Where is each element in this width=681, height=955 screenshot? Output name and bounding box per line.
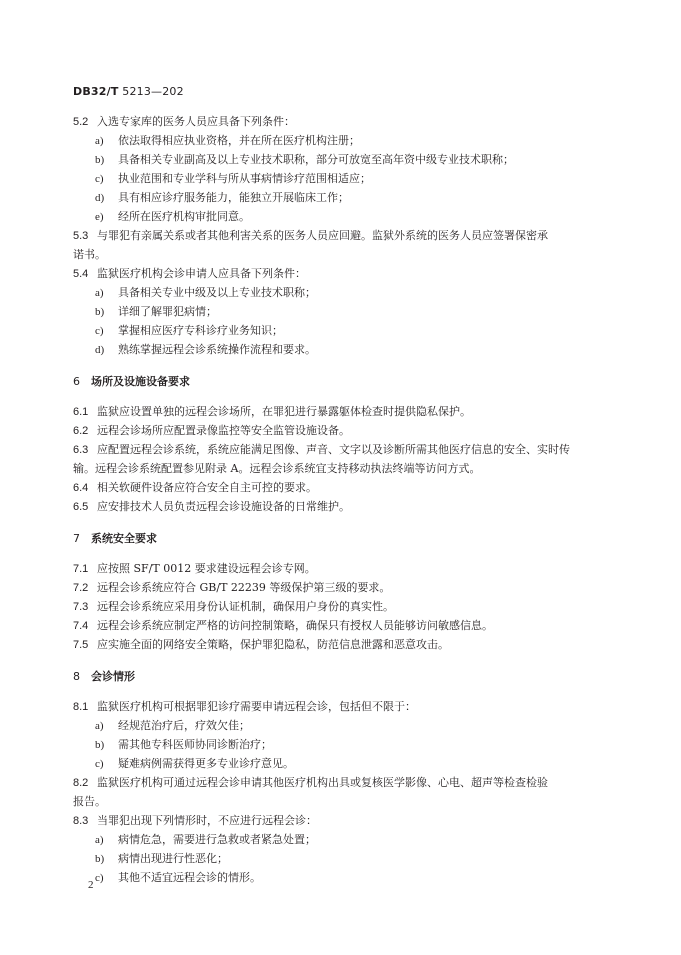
clause-number: 7.3 [73, 601, 89, 613]
clause-continuation: 诺书。 [73, 248, 106, 261]
list-item-text: 具备相关专业副高及以上专业技术职称，部分可放宽至高年资中级专业技术职称； [118, 153, 514, 166]
section-number: 8 [73, 670, 80, 683]
clause-number: 8.2 [73, 777, 89, 789]
list-item [73, 340, 607, 359]
list-marker: b) [95, 306, 105, 318]
clause-number: 5.3 [73, 230, 89, 242]
clause-text: 应按照 SF/T 0012 要求建设远程会诊专网。 [97, 562, 316, 575]
section-heading-7 [73, 529, 607, 548]
list-item-text: 依法取得相应执业资格，并在所在医疗机构注册； [118, 134, 360, 147]
clause-text: 监狱医疗机构会诊申请人应具备下列条件： [97, 267, 306, 280]
list-item-text: 具备相关专业中级及以上专业技术职称； [118, 286, 316, 299]
list-item [73, 735, 607, 754]
clause-text: 应实施全面的网络安全策略，保护罪犯隐私，防范信息泄露和恶意攻击。 [97, 638, 449, 651]
clause-7-4 [73, 616, 607, 635]
clause-8-2 [73, 773, 607, 792]
clause-text: 相关软硬件设备应符合安全自主可控的要求。 [97, 481, 317, 494]
standard-code-prefix: DB32/T [73, 85, 119, 98]
clause-number: 6.1 [73, 406, 89, 418]
list-item [73, 150, 607, 169]
standard-code [73, 85, 184, 98]
list-item [73, 131, 607, 150]
clause-5-2 [73, 112, 607, 131]
list-marker: a) [95, 834, 104, 846]
list-marker: a) [95, 135, 104, 147]
clause-number: 6.3 [73, 444, 89, 456]
clause-number: 6.4 [73, 482, 89, 494]
clause-text: 监狱医疗机构可通过远程会诊申请其他医疗机构出具或复核医学影像、心电、超声等检查检验 [97, 776, 548, 789]
section-number: 6 [73, 375, 80, 388]
clause-5-4 [73, 264, 607, 283]
list-item-text: 具有相应诊疗服务能力，能独立开展临床工作； [118, 191, 349, 204]
list-marker: d) [95, 192, 105, 204]
clause-7-2 [73, 578, 607, 597]
clause-text: 远程会诊系统应采用身份认证机制，确保用户身份的真实性。 [97, 600, 394, 613]
section-number: 7 [73, 532, 80, 545]
section-title: 会诊情形 [91, 670, 135, 683]
list-item [73, 302, 607, 321]
clause-number: 7.2 [73, 582, 89, 594]
list-item-text: 执业范围和专业学科与所从事病情诊疗范围相适应； [118, 172, 371, 185]
list-item [73, 754, 607, 773]
list-marker: b) [95, 739, 105, 751]
list-item-text: 详细了解罪犯病情； [118, 305, 217, 318]
clause-text: 监狱应设置单独的远程会诊场所，在罪犯进行暴露躯体检查时提供隐私保护。 [97, 405, 471, 418]
clause-6-1 [73, 402, 607, 421]
clause-text: 应配置远程会诊系统，系统应能满足图像、声音、文字以及诊断所需其他医疗信息的安全、实时传 [97, 443, 570, 456]
clause-text: 与罪犯有亲属关系或者其他利害关系的医务人员应回避。监狱外系统的医务人员应签署保密承 [97, 229, 548, 242]
list-marker: c) [95, 173, 104, 185]
list-item [73, 830, 607, 849]
list-item-text: 经规范治疗后，疗效欠佳； [118, 719, 250, 732]
section-title: 场所及设施设备要求 [91, 375, 190, 388]
list-marker: b) [95, 853, 105, 865]
clause-number: 6.2 [73, 425, 89, 437]
list-item-text: 病情危急，需要进行急救或者紧急处置； [118, 833, 316, 846]
clause-number: 5.4 [73, 268, 89, 280]
list-item-text: 掌握相应医疗专科诊疗业务知识； [118, 324, 283, 337]
list-marker: a) [95, 287, 104, 299]
clause-8-1 [73, 697, 607, 716]
list-item [73, 188, 607, 207]
clause-number: 7.4 [73, 620, 89, 632]
list-item-text: 需其他专科医师协同诊断治疗； [118, 738, 272, 751]
list-marker: a) [95, 720, 104, 732]
clause-6-2 [73, 421, 607, 440]
list-item [73, 169, 607, 188]
clause-text: 远程会诊系统应制定严格的访问控制策略，确保只有授权人员能够访问敏感信息。 [97, 619, 493, 632]
clause-6-5 [73, 497, 607, 516]
clause-number: 6.5 [73, 501, 89, 513]
section-title: 系统安全要求 [91, 532, 157, 545]
clause-7-3 [73, 597, 607, 616]
page-number: 2 [88, 879, 94, 891]
clause-number: 7.5 [73, 639, 89, 651]
list-marker: c) [95, 872, 104, 884]
standard-code-number: 5213—202 [118, 85, 184, 98]
list-item [73, 207, 607, 226]
list-item-text: 其他不适宜远程会诊的情形。 [118, 871, 261, 884]
list-marker: e) [95, 211, 104, 223]
list-item-text: 熟练掌握远程会诊系统操作流程和要求。 [118, 343, 316, 356]
clause-number: 8.1 [73, 701, 89, 713]
list-item-text: 疑难病例需获得更多专业诊疗意见。 [118, 757, 294, 770]
document-body [73, 112, 607, 887]
section-heading-6 [73, 372, 607, 391]
list-marker: c) [95, 758, 104, 770]
clause-text: 应安排技术人员负责远程会诊设施设备的日常维护。 [97, 500, 350, 513]
clause-continuation: 输。远程会诊系统配置参见附录 A。远程会诊系统宜支持移动执法终端等访问方式。 [73, 462, 481, 475]
clause-8-3 [73, 811, 607, 830]
clause-6-3 [73, 440, 607, 459]
clause-7-5 [73, 635, 607, 654]
clause-number: 8.3 [73, 815, 89, 827]
list-item [73, 849, 607, 868]
clause-number: 7.1 [73, 563, 89, 575]
list-item [73, 321, 607, 340]
list-marker: c) [95, 325, 104, 337]
clause-text: 入选专家库的医务人员应具备下列条件： [97, 115, 295, 128]
clause-6-4 [73, 478, 607, 497]
list-item [73, 716, 607, 735]
list-item [73, 283, 607, 302]
clause-text: 当罪犯出现下列情形时，不应进行远程会诊： [97, 814, 317, 827]
clause-number: 5.2 [73, 116, 89, 128]
clause-text: 远程会诊系统应符合 GB/T 22239 等级保护第三级的要求。 [97, 581, 391, 594]
section-heading-8 [73, 667, 607, 686]
clause-continuation: 报告。 [73, 795, 106, 808]
list-item-text: 经所在医疗机构审批同意。 [118, 210, 250, 223]
clause-text: 远程会诊场所应配置录像监控等安全监管设施设备。 [97, 424, 350, 437]
clause-7-1 [73, 559, 607, 578]
list-item [73, 868, 607, 887]
clause-5-3 [73, 226, 607, 245]
list-item-text: 病情出现进行性恶化； [118, 852, 228, 865]
clause-text: 监狱医疗机构可根据罪犯诊疗需要申请远程会诊，包括但不限于： [97, 700, 416, 713]
list-marker: b) [95, 154, 105, 166]
list-marker: d) [95, 344, 105, 356]
